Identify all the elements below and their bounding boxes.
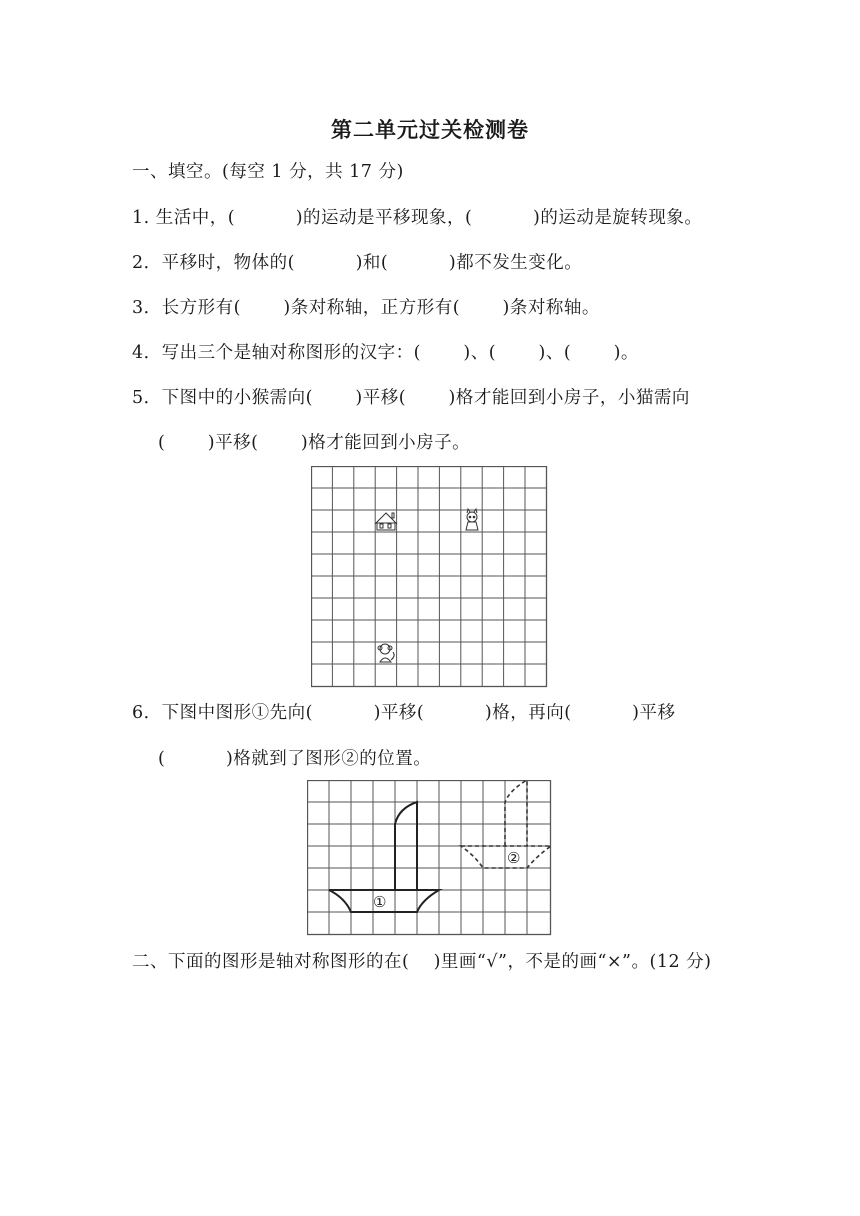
shape-1-label: ①	[373, 893, 387, 911]
figure-2-grid	[307, 780, 552, 940]
figure-1-grid	[311, 466, 548, 692]
section1-heading: 一、填空。(每空 1 分，共 17 分)	[132, 162, 404, 182]
question-1: 1. 生活中，( )的运动是平移现象，( )的运动是旋转现象。	[132, 208, 703, 228]
page-title: 第二单元过关检测卷	[331, 118, 529, 142]
section2-heading: 二、下面的图形是轴对称图形的在( )里画“√”，不是的画“×”。(12 分)	[132, 952, 712, 972]
question-3: 3．长方形有( )条对称轴，正方形有( )条对称轴。	[132, 298, 600, 318]
question-5-line2: ( )平移( )格才能回到小房子。	[158, 433, 471, 453]
question-2: 2．平移时，物体的( )和( )都不发生变化。	[132, 253, 583, 273]
question-6-line1: 6．下图中图形①先向( )平移( )格，再向( )平移	[132, 703, 676, 723]
monkey-icon	[378, 644, 394, 662]
house-icon	[375, 513, 397, 530]
question-5-line1: 5．下图中的小猴需向( )平移( )格才能回到小房子，小猫需向	[132, 388, 690, 408]
cat-icon	[466, 509, 478, 530]
shape-2-label: ②	[507, 849, 521, 867]
question-4: 4．写出三个是轴对称图形的汉字：( )、( )、( )。	[132, 343, 639, 363]
question-6-line2: ( )格就到了图形②的位置。	[158, 749, 432, 769]
